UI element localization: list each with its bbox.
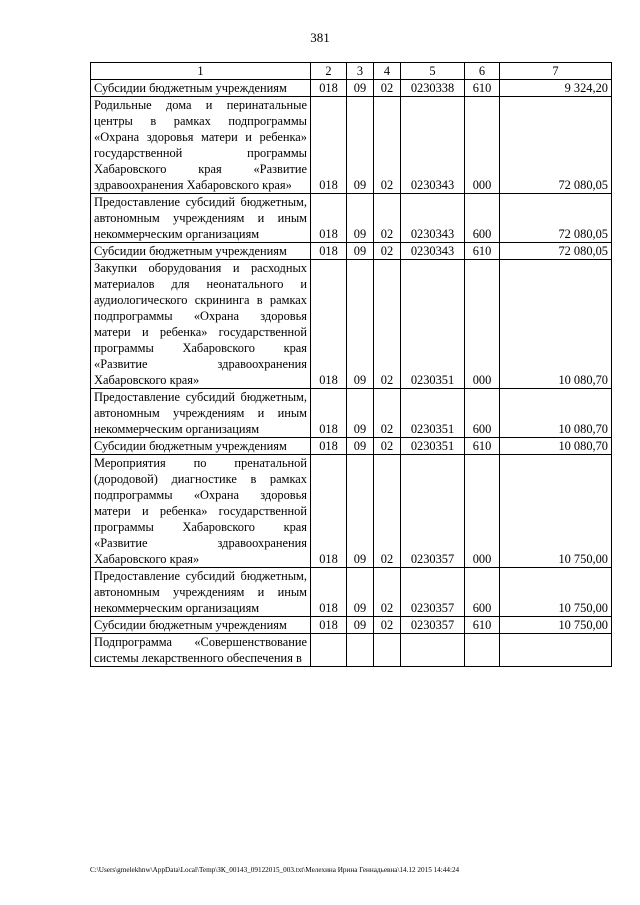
row-code-cell: 610 [465, 438, 500, 455]
row-name-cell: Предоставление субсидий бюджетным, автономным учреждениям и иным некоммерческим организациям [91, 389, 311, 438]
table-row [91, 389, 612, 438]
table-row [91, 243, 612, 260]
budget-table [90, 62, 612, 667]
row-code-cell: 0230351 [401, 389, 465, 438]
row-code-cell: 0230357 [401, 568, 465, 617]
row-code-cell [311, 634, 347, 667]
row-code-cell: 000 [465, 260, 500, 389]
row-code-cell: 09 [347, 617, 374, 634]
row-code-cell: 09 [347, 389, 374, 438]
row-amount-cell [500, 634, 612, 667]
row-amount-cell: 9 324,20 [500, 80, 612, 97]
row-code-cell: 0230351 [401, 438, 465, 455]
row-code-cell: 0230351 [401, 260, 465, 389]
row-code-cell: 018 [311, 194, 347, 243]
table-row [91, 97, 612, 194]
row-code-cell: 0230343 [401, 243, 465, 260]
row-code-cell: 09 [347, 455, 374, 568]
table-row [91, 194, 612, 243]
row-code-cell: 09 [347, 97, 374, 194]
table-row [91, 617, 612, 634]
row-code-cell: 02 [374, 97, 401, 194]
row-amount-cell: 10 080,70 [500, 438, 612, 455]
table-row [91, 634, 612, 667]
table-row [91, 260, 612, 389]
file-path-footer: C:\Users\gmelekhnw\AppData\Local\Temp\ЗК_00143_09122015_003.txt\Мелехина Ирина Геннадьевна\14.12 2015 14:44:24 [90, 866, 460, 874]
row-code-cell: 02 [374, 568, 401, 617]
row-code-cell: 018 [311, 97, 347, 194]
row-code-cell: 09 [347, 438, 374, 455]
row-amount-cell: 72 080,05 [500, 194, 612, 243]
table-row [91, 568, 612, 617]
row-code-cell: 0230357 [401, 617, 465, 634]
column-header: 5 [401, 63, 465, 80]
row-code-cell: 09 [347, 243, 374, 260]
row-name-cell: Субсидии бюджетным учреждениям [91, 438, 311, 455]
row-code-cell: 018 [311, 243, 347, 260]
row-code-cell: 610 [465, 617, 500, 634]
row-amount-cell: 72 080,05 [500, 243, 612, 260]
row-code-cell: 02 [374, 243, 401, 260]
row-name-cell: Субсидии бюджетным учреждениям [91, 617, 311, 634]
row-code-cell: 02 [374, 617, 401, 634]
column-header: 1 [91, 63, 311, 80]
row-code-cell: 02 [374, 260, 401, 389]
column-header: 7 [500, 63, 612, 80]
row-code-cell: 018 [311, 568, 347, 617]
row-code-cell: 0230338 [401, 80, 465, 97]
row-code-cell: 02 [374, 80, 401, 97]
row-code-cell: 600 [465, 568, 500, 617]
row-name-cell: Предоставление субсидий бюджетным, автономным учреждениям и иным некоммерческим организациям [91, 194, 311, 243]
table-row [91, 80, 612, 97]
row-code-cell: 09 [347, 568, 374, 617]
row-code-cell: 02 [374, 389, 401, 438]
row-code-cell: 09 [347, 260, 374, 389]
row-code-cell: 000 [465, 97, 500, 194]
row-name-cell: Субсидии бюджетным учреждениям [91, 243, 311, 260]
column-header: 3 [347, 63, 374, 80]
row-code-cell: 018 [311, 617, 347, 634]
row-name-cell: Мероприятия по пренатальной (дородовой) диагностике в рамках подпрограммы «Охрана здоровья матери и ребенка» государственной программы Хабаровского края «Развитие здравоохранения Хабаровского края» [91, 455, 311, 568]
row-code-cell [465, 634, 500, 667]
row-code-cell: 018 [311, 80, 347, 97]
row-code-cell: 600 [465, 194, 500, 243]
row-code-cell: 018 [311, 438, 347, 455]
column-header: 6 [465, 63, 500, 80]
row-name-cell: Родильные дома и перинатальные центры в рамках подпрограммы «Охрана здоровья матери и ребенка» государственной программы Хабаровского края «Развитие здравоохранения Хабаровского края» [91, 97, 311, 194]
table-row [91, 438, 612, 455]
row-amount-cell: 10 750,00 [500, 568, 612, 617]
header-row [91, 63, 612, 80]
row-name-cell: Субсидии бюджетным учреждениям [91, 80, 311, 97]
row-code-cell: 02 [374, 455, 401, 568]
row-amount-cell: 10 750,00 [500, 617, 612, 634]
row-code-cell: 610 [465, 243, 500, 260]
row-code-cell: 0230357 [401, 455, 465, 568]
row-code-cell [401, 634, 465, 667]
row-amount-cell: 10 750,00 [500, 455, 612, 568]
row-code-cell: 09 [347, 194, 374, 243]
row-code-cell: 018 [311, 260, 347, 389]
page-number: 381 [310, 30, 330, 45]
row-code-cell: 0230343 [401, 194, 465, 243]
row-code-cell: 018 [311, 455, 347, 568]
column-header: 2 [311, 63, 347, 80]
row-code-cell: 610 [465, 80, 500, 97]
row-code-cell: 0230343 [401, 97, 465, 194]
column-header: 4 [374, 63, 401, 80]
row-code-cell: 018 [311, 389, 347, 438]
table-row [91, 455, 612, 568]
row-name-cell: Предоставление субсидий бюджетным, автономным учреждениям и иным некоммерческим организациям [91, 568, 311, 617]
row-code-cell [347, 634, 374, 667]
row-code-cell: 600 [465, 389, 500, 438]
row-amount-cell: 10 080,70 [500, 389, 612, 438]
row-code-cell [374, 634, 401, 667]
row-code-cell: 02 [374, 194, 401, 243]
row-name-cell: Подпрограмма «Совершенствование системы лекарственного обеспечения в [91, 634, 311, 667]
row-code-cell: 09 [347, 80, 374, 97]
row-amount-cell: 72 080,05 [500, 97, 612, 194]
row-amount-cell: 10 080,70 [500, 260, 612, 389]
row-code-cell: 02 [374, 438, 401, 455]
row-name-cell: Закупки оборудования и расходных материалов для неонатального и аудиологического скрининга в рамках подпрограммы «Охрана здоровья матери и ребенка» государственной программы Хабаровского края «Развитие здравоохранения Хабаровского края» [91, 260, 311, 389]
row-code-cell: 000 [465, 455, 500, 568]
